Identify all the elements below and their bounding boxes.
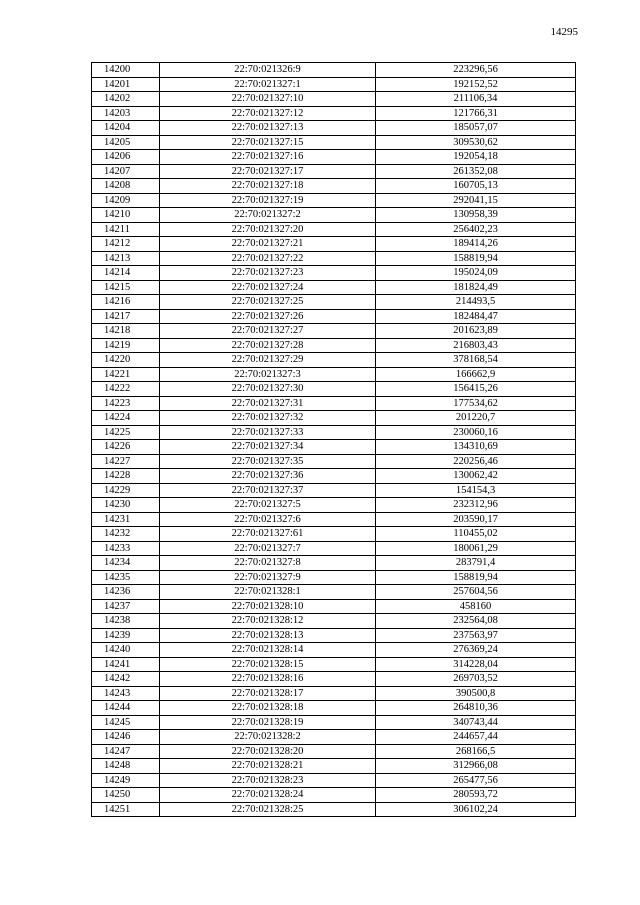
row-number-cell: 14239 (92, 628, 160, 643)
cadastral-number-cell: 22:70:021328:25 (160, 802, 376, 817)
cadastral-value-cell: 201220,7 (376, 411, 576, 426)
cadastral-number-cell: 22:70:021327:22 (160, 251, 376, 266)
cadastral-number-cell: 22:70:021327:31 (160, 396, 376, 411)
cadastral-number-cell: 22:70:021327:34 (160, 440, 376, 455)
row-number-cell: 14211 (92, 222, 160, 237)
cadastral-number-cell: 22:70:021327:18 (160, 179, 376, 194)
row-number-cell: 14213 (92, 251, 160, 266)
cadastral-value-cell: 192054,18 (376, 150, 576, 165)
table-row (92, 150, 576, 165)
table-row (92, 77, 576, 92)
cadastral-number-cell: 22:70:021327:15 (160, 135, 376, 150)
row-number-cell: 14202 (92, 92, 160, 107)
cadastral-value-cell: 458160 (376, 599, 576, 614)
row-number-cell: 14220 (92, 353, 160, 368)
row-number-cell: 14221 (92, 367, 160, 382)
row-number-cell: 14203 (92, 106, 160, 121)
cadastral-number-cell: 22:70:021327:12 (160, 106, 376, 121)
cadastral-number-cell: 22:70:021328:14 (160, 643, 376, 658)
row-number-cell: 14227 (92, 454, 160, 469)
cadastral-value-cell: 390500,8 (376, 686, 576, 701)
cadastral-number-cell: 22:70:021328:15 (160, 657, 376, 672)
row-number-cell: 14210 (92, 208, 160, 223)
cadastral-number-cell: 22:70:021327:35 (160, 454, 376, 469)
cadastral-number-cell: 22:70:021327:13 (160, 121, 376, 136)
table-row (92, 208, 576, 223)
cadastral-number-cell: 22:70:021327:37 (160, 483, 376, 498)
row-number-cell: 14245 (92, 715, 160, 730)
table-row (92, 628, 576, 643)
cadastral-value-cell: 378168,54 (376, 353, 576, 368)
cadastral-number-cell: 22:70:021328:23 (160, 773, 376, 788)
cadastral-value-cell: 256402,23 (376, 222, 576, 237)
table-row (92, 179, 576, 194)
cadastral-number-cell: 22:70:021328:21 (160, 759, 376, 774)
table-row (92, 759, 576, 774)
table-row (92, 643, 576, 658)
table-row (92, 599, 576, 614)
cadastral-value-cell: 134310,69 (376, 440, 576, 455)
table-row (92, 469, 576, 484)
table-row (92, 614, 576, 629)
cadastral-number-cell: 22:70:021327:7 (160, 541, 376, 556)
table-row (92, 280, 576, 295)
cadastral-number-cell: 22:70:021328:20 (160, 744, 376, 759)
cadastral-value-cell: 180061,29 (376, 541, 576, 556)
cadastral-value-cell: 201623,89 (376, 324, 576, 339)
table-row (92, 382, 576, 397)
cadastral-value-cell: 158819,94 (376, 570, 576, 585)
cadastral-value-cell: 257604,56 (376, 585, 576, 600)
row-number-cell: 14246 (92, 730, 160, 745)
cadastral-number-cell: 22:70:021328:16 (160, 672, 376, 687)
row-number-cell: 14218 (92, 324, 160, 339)
table-row (92, 324, 576, 339)
cadastral-value-cell: 232312,96 (376, 498, 576, 513)
cadastral-value-cell: 182484,47 (376, 309, 576, 324)
cadastral-number-cell: 22:70:021327:6 (160, 512, 376, 527)
cadastral-number-cell: 22:70:021327:30 (160, 382, 376, 397)
row-number-cell: 14201 (92, 77, 160, 92)
table-row (92, 411, 576, 426)
row-number-cell: 14244 (92, 701, 160, 716)
row-number-cell: 14241 (92, 657, 160, 672)
cadastral-value-cell: 110455,02 (376, 527, 576, 542)
cadastral-value-cell: 130062,42 (376, 469, 576, 484)
cadastral-value-cell: 195024,09 (376, 266, 576, 281)
cadastral-number-cell: 22:70:021327:24 (160, 280, 376, 295)
row-number-cell: 14200 (92, 63, 160, 78)
row-number-cell: 14242 (92, 672, 160, 687)
row-number-cell: 14212 (92, 237, 160, 252)
table-row (92, 237, 576, 252)
cadastral-number-cell: 22:70:021327:32 (160, 411, 376, 426)
table-row (92, 802, 576, 817)
cadastral-value-cell: 203590,17 (376, 512, 576, 527)
row-number-cell: 14205 (92, 135, 160, 150)
cadastral-number-cell: 22:70:021327:2 (160, 208, 376, 223)
cadastral-number-cell: 22:70:021327:16 (160, 150, 376, 165)
cadastral-value-cell: 211106,34 (376, 92, 576, 107)
cadastral-value-cell: 230060,16 (376, 425, 576, 440)
table-row (92, 295, 576, 310)
cadastral-value-cell: 158819,94 (376, 251, 576, 266)
table-row (92, 353, 576, 368)
cadastral-number-cell: 22:70:021327:36 (160, 469, 376, 484)
cadastral-number-cell: 22:70:021327:33 (160, 425, 376, 440)
table-row (92, 309, 576, 324)
cadastral-number-cell: 22:70:021328:2 (160, 730, 376, 745)
table-row (92, 396, 576, 411)
table-row (92, 164, 576, 179)
cadastral-value-cell: 220256,46 (376, 454, 576, 469)
cadastral-number-cell: 22:70:021327:29 (160, 353, 376, 368)
cadastral-value-cell: 340743,44 (376, 715, 576, 730)
row-number-cell: 14217 (92, 309, 160, 324)
cadastral-value-cell: 261352,08 (376, 164, 576, 179)
cadastral-value-cell: 312966,08 (376, 759, 576, 774)
row-number-cell: 14208 (92, 179, 160, 194)
table-row (92, 222, 576, 237)
table-row (92, 367, 576, 382)
page-number: 14295 (550, 26, 578, 38)
row-number-cell: 14222 (92, 382, 160, 397)
cadastral-value-cell: 244657,44 (376, 730, 576, 745)
row-number-cell: 14224 (92, 411, 160, 426)
cadastral-value-cell: 232564,08 (376, 614, 576, 629)
table-row (92, 527, 576, 542)
cadastral-number-cell: 22:70:021327:25 (160, 295, 376, 310)
cadastral-number-cell: 22:70:021327:19 (160, 193, 376, 208)
cadastral-value-cell: 156415,26 (376, 382, 576, 397)
table-row (92, 701, 576, 716)
cadastral-value-cell: 280593,72 (376, 788, 576, 803)
cadastral-value-cell: 166662,9 (376, 367, 576, 382)
cadastral-number-cell: 22:70:021327:27 (160, 324, 376, 339)
row-number-cell: 14232 (92, 527, 160, 542)
cadastral-number-cell: 22:70:021328:10 (160, 599, 376, 614)
table-row (92, 63, 576, 78)
cadastral-number-cell: 22:70:021328:18 (160, 701, 376, 716)
table-row (92, 585, 576, 600)
row-number-cell: 14237 (92, 599, 160, 614)
cadastral-value-cell: 269703,52 (376, 672, 576, 687)
cadastral-value-cell: 265477,56 (376, 773, 576, 788)
cadastral-number-cell: 22:70:021328:1 (160, 585, 376, 600)
row-number-cell: 14230 (92, 498, 160, 513)
table-row (92, 672, 576, 687)
table-row (92, 483, 576, 498)
cadastral-number-cell: 22:70:021327:23 (160, 266, 376, 281)
cadastral-number-cell: 22:70:021328:13 (160, 628, 376, 643)
cadastral-number-cell: 22:70:021327:1 (160, 77, 376, 92)
row-number-cell: 14240 (92, 643, 160, 658)
table-row (92, 657, 576, 672)
cadastral-number-cell: 22:70:021327:9 (160, 570, 376, 585)
cadastral-value-cell: 264810,36 (376, 701, 576, 716)
cadastral-value-table (91, 62, 576, 817)
row-number-cell: 14206 (92, 150, 160, 165)
row-number-cell: 14243 (92, 686, 160, 701)
row-number-cell: 14229 (92, 483, 160, 498)
cadastral-value-cell: 283791,4 (376, 556, 576, 571)
cadastral-value-cell: 181824,49 (376, 280, 576, 295)
cadastral-number-cell: 22:70:021327:3 (160, 367, 376, 382)
table-row (92, 193, 576, 208)
row-number-cell: 14233 (92, 541, 160, 556)
row-number-cell: 14216 (92, 295, 160, 310)
cadastral-number-cell: 22:70:021328:19 (160, 715, 376, 730)
cadastral-value-cell: 214493,5 (376, 295, 576, 310)
cadastral-value-cell: 216803,43 (376, 338, 576, 353)
row-number-cell: 14209 (92, 193, 160, 208)
row-number-cell: 14226 (92, 440, 160, 455)
row-number-cell: 14228 (92, 469, 160, 484)
table-row (92, 512, 576, 527)
table-row (92, 570, 576, 585)
cadastral-value-cell: 268166,5 (376, 744, 576, 759)
cadastral-value-cell: 223296,56 (376, 63, 576, 78)
row-number-cell: 14235 (92, 570, 160, 585)
cadastral-number-cell: 22:70:021327:8 (160, 556, 376, 571)
table-row (92, 454, 576, 469)
cadastral-number-cell: 22:70:021327:28 (160, 338, 376, 353)
row-number-cell: 14250 (92, 788, 160, 803)
table-row (92, 498, 576, 513)
table-row (92, 251, 576, 266)
cadastral-number-cell: 22:70:021328:24 (160, 788, 376, 803)
row-number-cell: 14225 (92, 425, 160, 440)
table-row (92, 121, 576, 136)
cadastral-value-cell: 189414,26 (376, 237, 576, 252)
cadastral-value-cell: 185057,07 (376, 121, 576, 136)
row-number-cell: 14215 (92, 280, 160, 295)
cadastral-number-cell: 22:70:021326:9 (160, 63, 376, 78)
table-row (92, 715, 576, 730)
row-number-cell: 14231 (92, 512, 160, 527)
row-number-cell: 14247 (92, 744, 160, 759)
table-row (92, 440, 576, 455)
row-number-cell: 14248 (92, 759, 160, 774)
cadastral-number-cell: 22:70:021327:10 (160, 92, 376, 107)
table-row (92, 338, 576, 353)
row-number-cell: 14251 (92, 802, 160, 817)
cadastral-number-cell: 22:70:021327:20 (160, 222, 376, 237)
cadastral-value-cell: 154154,3 (376, 483, 576, 498)
cadastral-number-cell: 22:70:021327:17 (160, 164, 376, 179)
row-number-cell: 14236 (92, 585, 160, 600)
row-number-cell: 14234 (92, 556, 160, 571)
cadastral-value-cell: 177534,62 (376, 396, 576, 411)
table-row (92, 730, 576, 745)
cadastral-value-cell: 121766,31 (376, 106, 576, 121)
cadastral-number-cell: 22:70:021327:61 (160, 527, 376, 542)
table-row (92, 556, 576, 571)
cadastral-value-cell: 160705,13 (376, 179, 576, 194)
cadastral-value-cell: 306102,24 (376, 802, 576, 817)
table-row (92, 744, 576, 759)
cadastral-number-cell: 22:70:021327:26 (160, 309, 376, 324)
cadastral-value-cell: 192152,52 (376, 77, 576, 92)
row-number-cell: 14214 (92, 266, 160, 281)
cadastral-value-cell: 237563,97 (376, 628, 576, 643)
table-row (92, 92, 576, 107)
row-number-cell: 14204 (92, 121, 160, 136)
row-number-cell: 14219 (92, 338, 160, 353)
cadastral-value-cell: 130958,39 (376, 208, 576, 223)
row-number-cell: 14249 (92, 773, 160, 788)
table-row (92, 266, 576, 281)
row-number-cell: 14238 (92, 614, 160, 629)
cadastral-number-cell: 22:70:021328:12 (160, 614, 376, 629)
table-row (92, 425, 576, 440)
table-body (92, 63, 576, 817)
table-row (92, 788, 576, 803)
cadastral-value-cell: 276369,24 (376, 643, 576, 658)
table-row (92, 106, 576, 121)
row-number-cell: 14207 (92, 164, 160, 179)
table-row (92, 541, 576, 556)
table-row (92, 686, 576, 701)
cadastral-number-cell: 22:70:021327:21 (160, 237, 376, 252)
cadastral-value-cell: 309530,62 (376, 135, 576, 150)
cadastral-value-cell: 314228,04 (376, 657, 576, 672)
table-row (92, 773, 576, 788)
row-number-cell: 14223 (92, 396, 160, 411)
cadastral-value-cell: 292041,15 (376, 193, 576, 208)
cadastral-number-cell: 22:70:021328:17 (160, 686, 376, 701)
cadastral-number-cell: 22:70:021327:5 (160, 498, 376, 513)
table-row (92, 135, 576, 150)
